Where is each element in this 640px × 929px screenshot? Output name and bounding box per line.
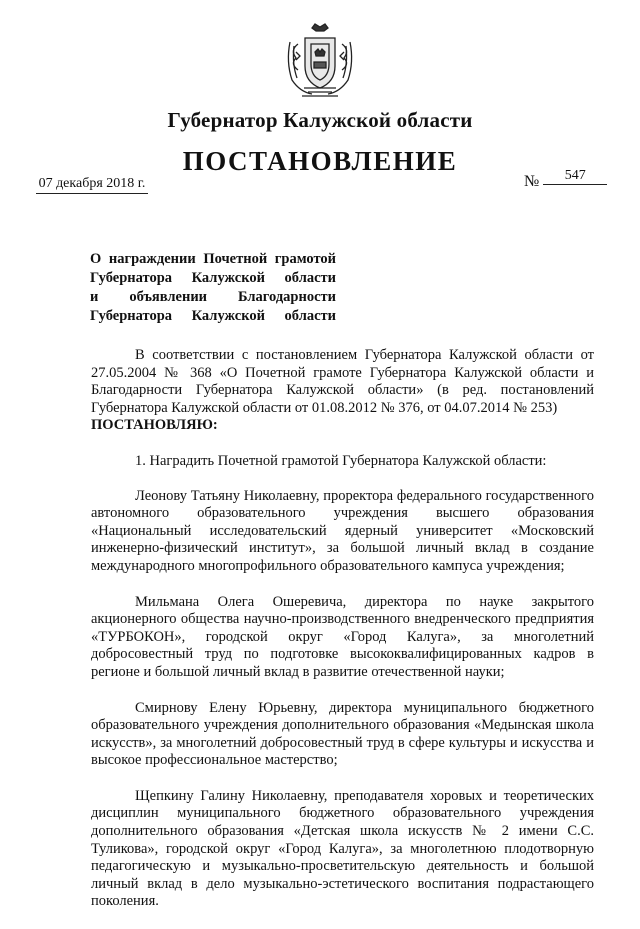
document-body <box>91 347 594 929</box>
document-number-block <box>524 168 607 191</box>
subject-line: Губернатора Калужской области <box>90 308 336 324</box>
document-subject <box>90 250 336 326</box>
coat-of-arms-emblem <box>282 22 358 100</box>
award-recipient-paragraph: Леонову Татьяну Николаевну, проректора федерального государственного автономного образовательного учреждения высшего образования «Национальный исследовательский ядерный университет «Московский инженерно-физический институт», за большой личный вклад в создание международного многопрофильного образовательного кампуса учреждения; <box>91 487 594 574</box>
award-recipient-paragraph: Смирнову Елену Юрьевну, директора муниципального бюджетного образовательного учреждения дополнительного образования «Медынская школа искусств», за многолетний добросовестный труд в сфере культуры и искусства и высокое профессиональное мастерство; <box>91 699 594 769</box>
document-type-heading: ПОСТАНОВЛЕНИЕ <box>182 146 458 176</box>
number-sign: № <box>524 173 540 190</box>
organization-title: Губернатор Калужской области <box>167 108 473 132</box>
preamble-paragraph: В соответствии с постановлением Губернатора Калужской области от 27.05.2004 № 368 «О Почетной грамоте Губернатора Калужской области и Благодарности Губернатора Калужской области» (в ред. постановлений Губернатора Калужской области от 01.08.2012 № 376, от 04.07.2014 № 253) <box>91 347 594 416</box>
award-recipient-paragraph: Щепкину Галину Николаевну, преподавателя хоровых и теоретических дисциплин муниципального бюджетного образовательного учреждения дополнительного образования «Детская школа искусств № 2 имени С.С. Туликова», городской округ «Город Калуга», за многолетнюю плодотворную педагогическую и музыкально-просветительскую деятельность и большой личный вклад в дело музыкально-эстетического воспитания подрастающего поколения. <box>91 787 594 910</box>
subject-line: Губернатора Калужской области <box>90 270 336 286</box>
document-date: 07 декабря 2018 г. <box>36 176 148 194</box>
item-1-paragraph: 1. Наградить Почетной грамотой Губернатора Калужской области: <box>135 452 547 469</box>
award-recipient-paragraph: Мильмана Олега Ошеревича, директора по науке закрытого акционерного общества научно-производственного внедренческого предприятия «ТУРБОКОН», городской округ «Город Калуга», за многолетний добросовестный труд по подготовке высококвалифицированных кадров в регионе и большой личный вклад в развитие отечественной науки; <box>91 593 594 680</box>
subject-line: О награждении Почетной грамотой <box>90 251 336 267</box>
subject-line: и объявлении Благодарности <box>90 289 336 305</box>
decree-word: ПОСТАНОВЛЯЮ: <box>91 417 218 434</box>
document-number: 547 <box>543 168 607 185</box>
